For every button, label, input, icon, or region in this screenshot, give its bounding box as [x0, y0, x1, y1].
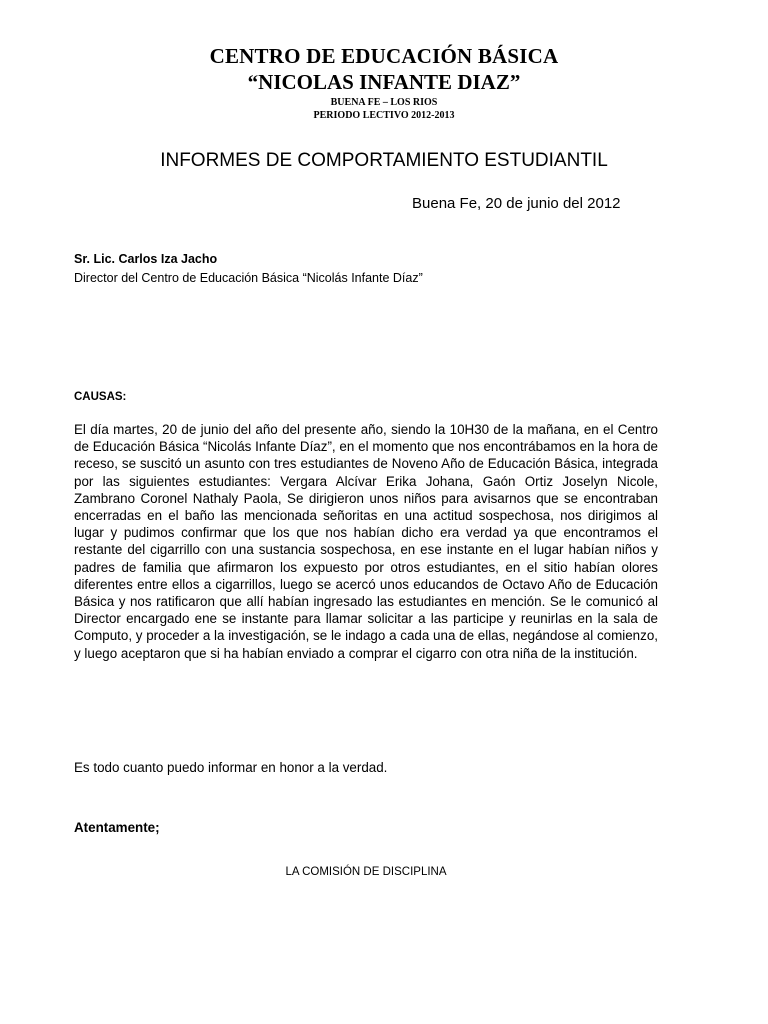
period-subheading: PERIODO LECTIVO 2012-2013: [313, 110, 455, 121]
signature-line: LA COMISIÓN DE DISCIPLINA: [285, 866, 447, 878]
causes-label: CAUSAS:: [74, 391, 127, 403]
addressee-name: Sr. Lic. Carlos Iza Jacho: [74, 252, 218, 266]
closing-statement: Es todo cuanto puedo informar en honor a la verdad.: [74, 760, 388, 775]
regards-line: Atentamente;: [74, 820, 160, 835]
institution-heading: CENTRO DE EDUCACIÓN BÁSICA: [209, 44, 559, 68]
report-body: El día martes, 20 de junio del año del presente año, siendo la 10H30 de la mañana, en el Centro de Educación Básica “Nicolás Infante Díaz”, en el momento que nos encontrábamos en la hora de receso, se suscitó un asunto con tres estudiantes de Noveno Año de Educación Básica, integrada por las siguientes estudiantes: Vergara Alcívar Erika Johana, Gaón Ortiz Joselyn Nicole, Zambrano Coronel Nathaly Paola, Se dirigieron unos niños para avisarnos que se encontraban encerradas en el baño las mencionada señoritas en una actitud sospechosa, nos dirigimos al lugar y pudimos confirmar que los que nos habían dicho era verdad ya que encontramos el restante del cigarrillo con una sustancia sospechosa, en ese instante en el lugar habían niños y padres de familia que afirmaron los expuesto por otros estudiantes, en el sitio habían olores diferentes entre ellos a cigarrillos, luego se acercó unos educandos de Octavo Año de Educación Básica y nos ratificaron que allí habían ingresado las estudiantes en mención. Se le comunicó al Director encargado ene se instante para llamar solicitar a las participe y reunirlas en la sala de Computo, y proceder a la investigación, se le indago a cada una de ellas, negándose al comienzo, y luego aceptaron que si ha habían enviado a comprar el cigarro con otra niña de la institución.: [74, 422, 658, 661]
document-title: INFORMES DE COMPORTAMIENTO ESTUDIANTIL: [160, 150, 608, 171]
addressee-role: Director del Centro de Educación Básica “Nicolás Infante Díaz”: [74, 271, 423, 285]
school-name-heading: “NICOLAS INFANTE DIAZ”: [247, 70, 521, 94]
location-subheading: BUENA FE – LOS RIOS: [330, 97, 438, 108]
date-line: Buena Fe, 20 de junio del 2012: [412, 195, 621, 212]
